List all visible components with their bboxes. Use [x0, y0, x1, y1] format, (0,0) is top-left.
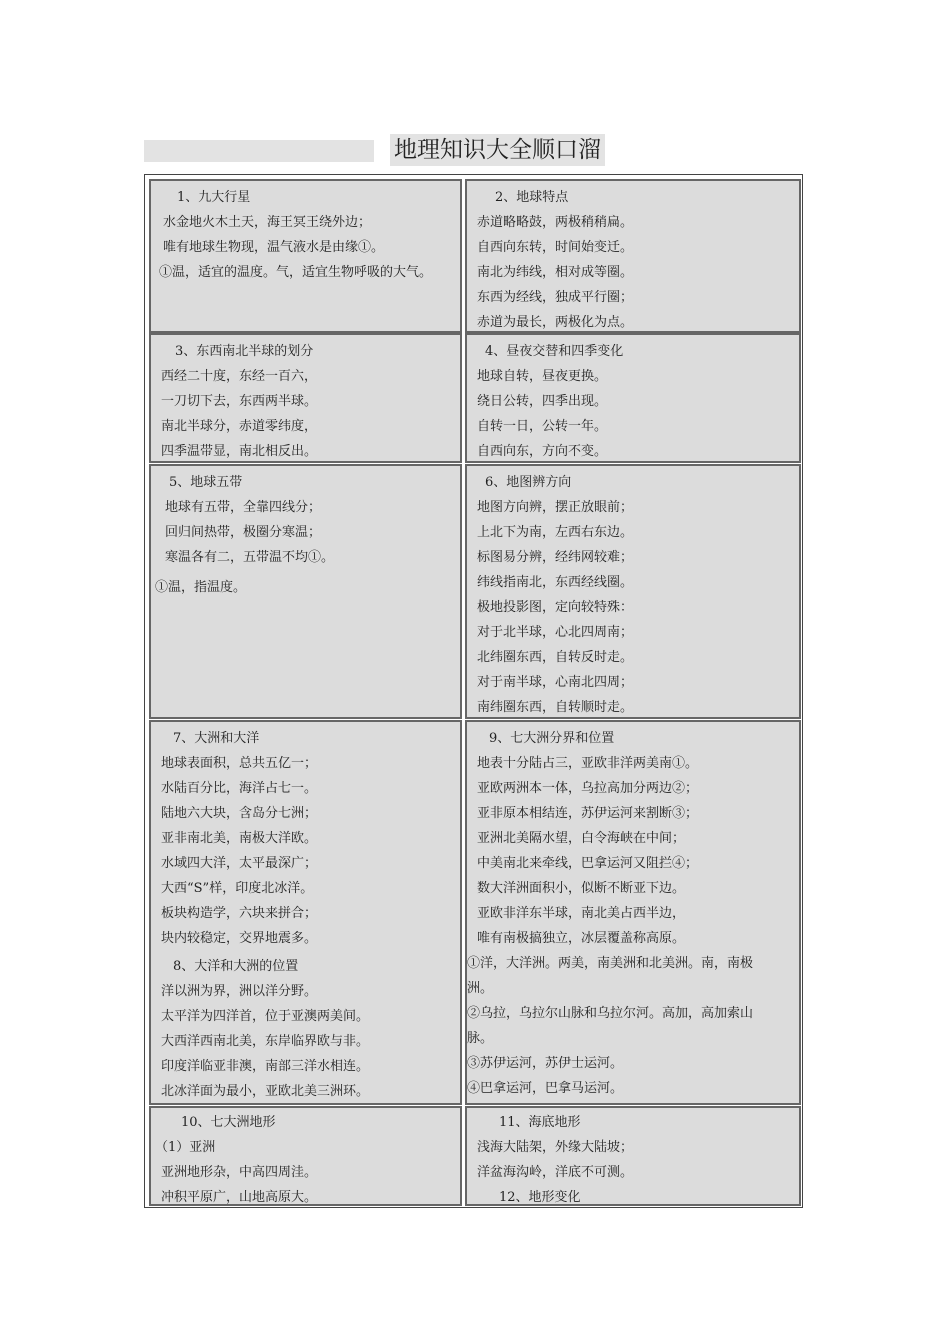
- text-line: 西经二十度，东经一百六，: [161, 369, 318, 384]
- text-line: ③苏伊运河，苏伊士运河。: [467, 1056, 624, 1071]
- section-heading: 4、昼夜交替和四季变化: [485, 344, 624, 359]
- text-line: 一刀切下去，东西两半球。: [161, 394, 318, 409]
- text-line: 对于南半球，心南北四周；: [477, 675, 634, 690]
- text-line: ①温，适宜的温度。气，适宜生物呼吸的大气。: [159, 265, 433, 280]
- text-line: 地球表面积，总共五亿一；: [161, 756, 318, 771]
- table-cell-c3: [149, 333, 462, 463]
- text-line: 回归间热带，极圈分寒温；: [165, 525, 322, 540]
- table-cell-c9: [465, 720, 801, 1105]
- table-cell-c2: [465, 179, 801, 333]
- text-line: 12、地形变化: [499, 1190, 581, 1205]
- text-line: 大西洋西南北美，东岸临界欧与非。: [161, 1034, 370, 1049]
- text-line: 浅海大陆架，外缘大陆坡；: [477, 1140, 634, 1155]
- section-heading: 5、地球五带: [169, 475, 243, 490]
- text-line: 印度洋临亚非澳，南部三洋水相连。: [161, 1059, 370, 1074]
- text-line: 唯有南极搞独立，冰层覆盖称高原。: [477, 931, 686, 946]
- text-line: （1）亚洲: [155, 1140, 216, 1155]
- text-line: 陆地六大块，含岛分七洲；: [161, 806, 318, 821]
- page-title: 地理知识大全顺口溜: [390, 134, 605, 166]
- text-line: 寒温各有二，五带温不均①。: [165, 550, 335, 565]
- text-line: 块内较稳定，交界地震多。: [161, 931, 318, 946]
- text-line: 中美南北来牵线，巴拿运河又阻拦④；: [477, 856, 699, 871]
- text-line: 地表十分陆占三，亚欧非洋两美南①。: [477, 756, 699, 771]
- table-cell-c4: [465, 333, 801, 463]
- table-cell-c5: [149, 464, 462, 719]
- text-line: ①温，指温度。: [155, 580, 247, 595]
- section-heading: 2、地球特点: [495, 190, 569, 205]
- table-cell-c6: [465, 464, 801, 719]
- table-cell-c1: [149, 179, 462, 333]
- section-heading: 3、东西南北半球的划分: [175, 344, 314, 359]
- text-line: 对于北半球，心北四周南；: [477, 625, 634, 640]
- table-cell-c11: [465, 1106, 801, 1206]
- text-line: 四季温带显，南北相反出。: [161, 444, 318, 459]
- content-table: [144, 174, 803, 1208]
- section-heading: 10、七大洲地形: [181, 1115, 276, 1130]
- text-line: 亚欧两洲本一体，乌拉高加分两边②；: [477, 781, 699, 796]
- text-line: 地图方向辨，摆正放眼前；: [477, 500, 634, 515]
- text-line: 纬线指南北，东西经线圈。: [477, 575, 634, 590]
- text-line: 自西向东转，时间始变迁。: [477, 240, 634, 255]
- text-line: ④巴拿运河，巴拿马运河。: [467, 1081, 624, 1096]
- text-line: 极地投影图，定向较特殊：: [477, 600, 634, 615]
- text-line: 地球有五带，全靠四线分；: [165, 500, 322, 515]
- text-line: 北冰洋面为最小，亚欧北美三洲环。: [161, 1084, 370, 1099]
- text-line: 水陆百分比，海洋占七一。: [161, 781, 318, 796]
- text-line: 自转一日，公转一年。: [477, 419, 608, 434]
- text-line: 南北为纬线，相对成等圈。: [477, 265, 634, 280]
- section-heading: 7、大洲和大洋: [173, 731, 260, 746]
- text-line: 绕日公转，四季出现。: [477, 394, 608, 409]
- text-line: 南纬圈东西，自转顺时走。: [477, 700, 634, 715]
- text-line: 地球自转，昼夜更换。: [477, 369, 608, 384]
- text-line: 数大洋洲面积小，似断不断亚下边。: [477, 881, 686, 896]
- text-line: 南北半球分，赤道零纬度，: [161, 419, 318, 434]
- text-line: 水域四大洋，太平最深广；: [161, 856, 318, 871]
- text-line: 板块构造学，六块来拼合；: [161, 906, 318, 921]
- section-heading: 9、七大洲分界和位置: [489, 731, 615, 746]
- text-line: 亚洲北美隔水望，白令海峡在中间；: [477, 831, 686, 846]
- text-line: ①洋，大洋洲。两美，南美洲和北美洲。南，南极: [467, 956, 754, 971]
- text-line: 东西为经线，独成平行圈；: [477, 290, 634, 305]
- text-line: 洲。: [467, 981, 494, 996]
- text-line: 北纬圈东西，自转反时走。: [477, 650, 634, 665]
- text-line: 亚非原本相结连，苏伊运河来割断③；: [477, 806, 699, 821]
- section-heading: 11、海底地形: [499, 1115, 581, 1130]
- text-line: 亚洲地形杂，中高四周洼。: [161, 1165, 318, 1180]
- section-heading: 6、地图辨方向: [485, 475, 572, 490]
- table-cell-c7: [149, 720, 462, 1105]
- section-heading: 1、九大行星: [177, 190, 251, 205]
- text-line: 唯有地球生物现，温气液水是由缘①。: [163, 240, 385, 255]
- title-highlight: [144, 140, 374, 162]
- table-cell-c10: [149, 1106, 462, 1206]
- text-line: 洋以洲为界，洲以洋分野。: [161, 984, 318, 999]
- text-line: 自西向东，方向不变。: [477, 444, 608, 459]
- text-line: 赤道为最长，两极化为点。: [477, 315, 634, 330]
- text-line: 亚欧非洋东半球，南北美占西半边，: [477, 906, 686, 921]
- text-line: ②乌拉，乌拉尔山脉和乌拉尔河。高加，高加索山: [467, 1006, 754, 1021]
- text-line: 水金地火木土天，海王冥王绕外边；: [163, 215, 372, 230]
- text-line: 标图易分辨，经纬网较难；: [477, 550, 634, 565]
- text-line: 8、大洋和大洲的位置: [173, 959, 299, 974]
- text-line: 洋盆海沟岭，洋底不可测。: [477, 1165, 634, 1180]
- text-line: 大西“S”样，印度北冰洋。: [161, 881, 314, 896]
- text-line: 赤道略略鼓，两极稍稍扁。: [477, 215, 634, 230]
- text-line: 太平洋为四洋首，位于亚澳两美间。: [161, 1009, 370, 1024]
- text-line: 亚非南北美，南极大洋欧。: [161, 831, 318, 846]
- text-line: 上北下为南，左西右东边。: [477, 525, 634, 540]
- text-line: 脉。: [467, 1031, 494, 1046]
- text-line: 冲积平原广，山地高原大。: [161, 1190, 318, 1205]
